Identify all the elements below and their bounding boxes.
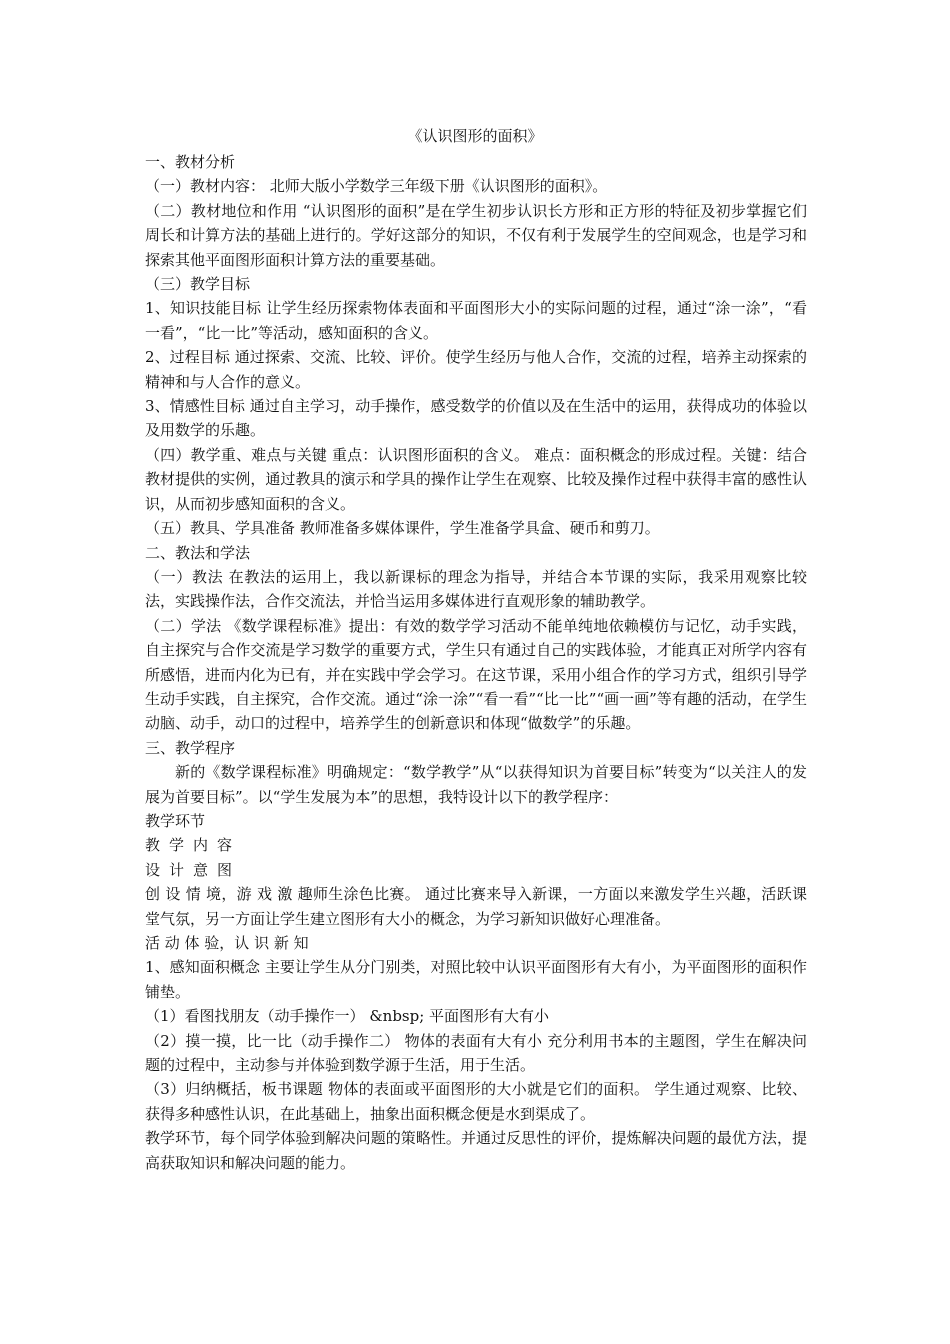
paragraph: 一、教材分析 [145,153,236,171]
paragraph: （三）教学目标 [145,275,251,294]
paragraph: 教学环节 [145,811,206,830]
paragraph: 教学环节，每个同学体验到解决问题的策略性。并通过反思性的评价，提炼解决问题的最优方法，提高获取知识和解决问题的能力。 [145,1129,807,1172]
paragraph: （一）教法 在教法的运用上，我以新课标的理念为指导，并结合本节课的实际，我采用观察比较法，实践操作法，合作交流法，并恰当运用多媒体进行直观形象的辅助教学。 [145,567,807,611]
paragraph: （一）教材内容： 北师大版小学数学三年级下册《认识图形的面积》。 [145,177,608,196]
paragraph: （二）教材地位和作用 “认识图形的面积”是在学生初步认识长方形和正方形的特征及初步掌握它们周长和计算方法的基础上进行的。学好这部分的知识，不仅有利于发展学生的空间观念，也是学习和探索其他平面图形面积计算方法的重要基础。 [145,201,807,269]
paragraph: 三、教学程序 [145,738,236,757]
paragraph: （五）教具、学具准备 教师准备多媒体课件，学生准备学具盒、硬币和剪刀。 [145,519,660,538]
paragraph: 2、过程目标 通过探索、交流、比较、评价。使学生经历与他人合作，交流的过程，培养主动探索的精神和与人合作的意义。 [145,348,807,391]
paragraph: 设计意图 [145,860,242,879]
paragraph: 活 动 体 验，认 识 新 知 [145,934,309,952]
paragraph: 1、知识技能目标 让学生经历探索物体表面和平面图形大小的实际问题的过程，通过“涂一涂”，“看一看”，“比一比”等活动，感知面积的含义。 [145,299,807,342]
paragraph: 二、教法和学法 [145,543,251,562]
paragraph: 3、情感性目标 通过自主学习，动手操作，感受数学的价值以及在生活中的运用，获得成功的体验以及用数学的乐趣。 [145,397,807,440]
paragraph: （3）归纳概括，板书课题 物体的表面或平面图形的大小就是它们的面积。 学生通过观察、比较、获得多种感性认识，在此基础上，抽象出面积概念便是水到渠成了。 [145,1080,807,1123]
paragraph: 新的《数学课程标准》明确规定：“数学教学”从“以获得知识为首要目标”转变为“以关注人的发展为首要目标”。以“学生发展为本”的思想，我特设计以下的教学程序： [145,763,807,806]
paragraph: 创 设 情 境，游 戏 激 趣师生涂色比赛。 通过比赛来导入新课，一方面以来激发学生兴趣，活跃课堂气氛，另一方面让学生建立图形有大小的概念，为学习新知识做好心理准备。 [145,885,807,928]
paragraph: （1）看图找朋友（动手操作一） &nbsp; 平面图形有大有小 [145,1007,550,1026]
paragraph: （四）教学重、难点与关键 重点：认识图形面积的含义。 难点：面积概念的形成过程。关键：结合教材提供的实例，通过教具的演示和学具的操作让学生在观察、比较及操作过程中获得丰富的感性认识，从而初步感知面积的含义。 [145,445,807,513]
paragraph: 教学内容 [145,836,242,855]
document-title: 《认识图形的面积》 [407,127,543,145]
paragraph: （2）摸一摸，比一比（动手操作二） 物体的表面有大有小 充分利用书本的主题图，学生在解决问题的过程中，主动参与并体验到数学源于生活，用于生活。 [145,1031,807,1075]
paragraph: 1、感知面积概念 主要让学生从分门别类，对照比较中认识平面图形有大有小，为平面图形的面积作铺垫。 [145,958,807,1001]
document-body [145,150,807,1175]
paragraph: （二）学法 《数学课程标准》提出：有效的数学学习活动不能单纯地依赖模仿与记忆，动手实践，自主探究与合作交流是学习数学的重要方式，学生只有通过自己的实践体验，才能真正对所学内容有所感悟，进而内化为已有，并在实践中学会学习。在这节课，采用小组合作的学习方式，组织引导学生动手实践，自主探究，合作交流。通过“涂一涂”“看一看”“比一比”“画一画”等有趣的活动，在学生动脑、动手，动口的过程中，培养学生的创新意识和体现“做数学”的乐趣。 [145,616,807,733]
